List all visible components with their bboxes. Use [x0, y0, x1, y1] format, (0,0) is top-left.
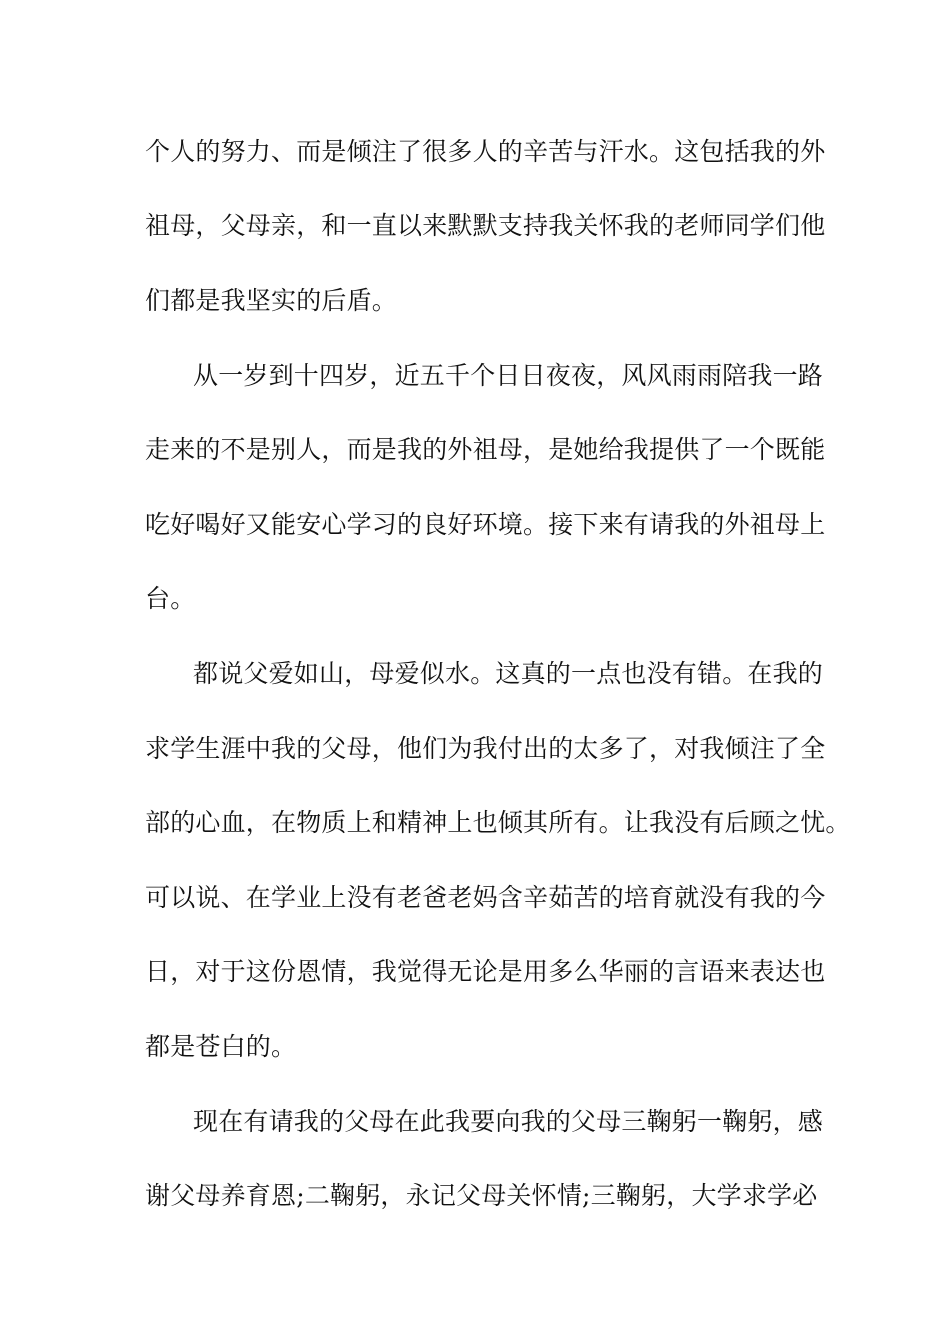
paragraph-line: 都是苍白的。 [145, 1032, 297, 1061]
paragraph-line: 走来的不是别人，而是我的外祖母，是她给我提供了一个既能 [145, 435, 826, 464]
paragraph-line: 谢父母养育恩;二鞠躬，永记父母关怀情;三鞠躬，大学求学必 [145, 1181, 818, 1210]
paragraph-line: 从一岁到十四岁，近五千个日日夜夜，风风雨雨陪我一路 [193, 361, 824, 390]
paragraph-line: 现在有请我的父母在此我要向我的父母三鞠躬一鞠躬，感 [193, 1107, 824, 1136]
paragraph-line: 个人的努力、而是倾注了很多人的辛苦与汗水。这包括我的外 [145, 137, 826, 166]
paragraph-line: 求学生涯中我的父母，他们为我付出的太多了，对我倾注了全 [145, 734, 826, 763]
paragraph-line: 可以说、在学业上没有老爸老妈含辛茹苦的培育就没有我的今 [145, 883, 826, 912]
paragraph-line: 祖母，父母亲，和一直以来默默支持我关怀我的老师同学们他 [145, 211, 826, 240]
paragraph-line: 日，对于这份恩情，我觉得无论是用多么华丽的言语来表达也 [145, 957, 826, 986]
paragraph-line: 都说父爱如山，母爱似水。这真的一点也没有错。在我的 [193, 659, 824, 688]
paragraph-line: 吃好喝好又能安心学习的良好环境。接下来有请我的外祖母上 [145, 510, 826, 539]
paragraph-line: 们都是我坚实的后盾。 [145, 286, 398, 315]
paragraph-line: 台。 [145, 584, 196, 613]
paragraph-line: 部的心血，在物质上和精神上也倾其所有。让我没有后顾之忧。 [145, 808, 851, 837]
